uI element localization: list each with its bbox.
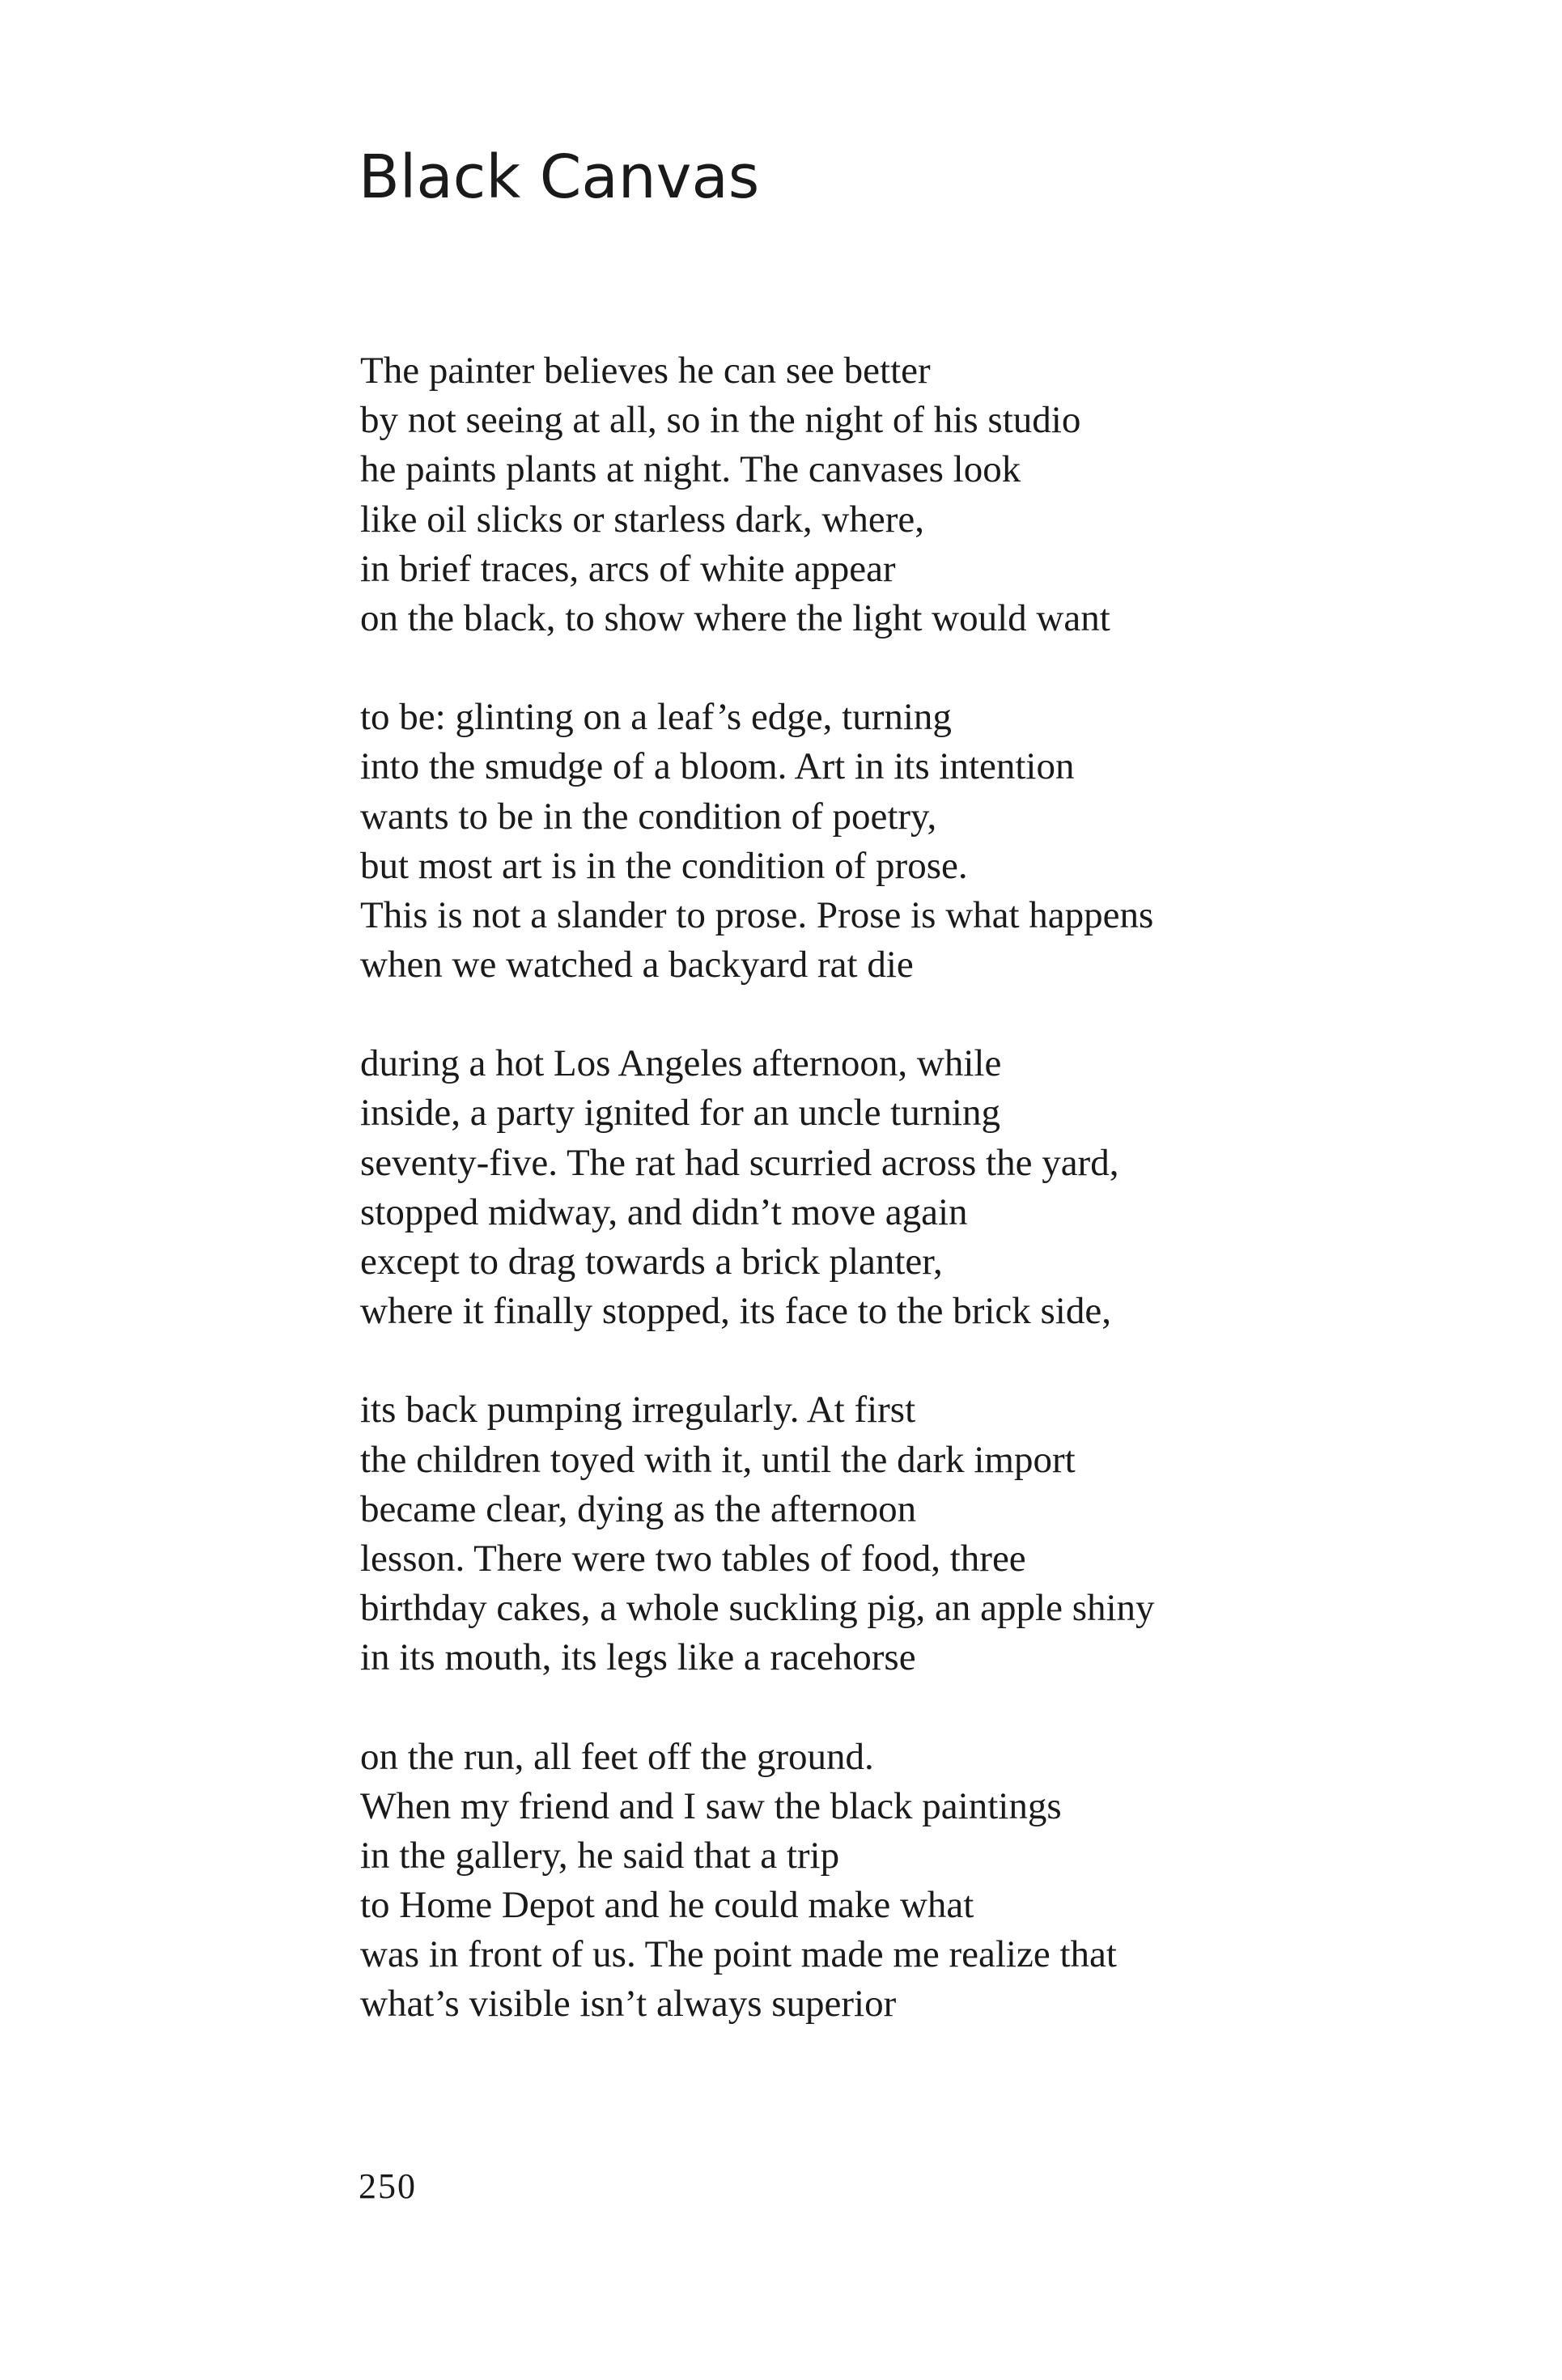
poem-line: was in front of us. The point made me realize that <box>360 1933 1117 1976</box>
poem-line: stopped midway, and didn’t move again <box>360 1190 968 1233</box>
poem-line: When my friend and I saw the black paintings <box>360 1784 1062 1827</box>
poem-body <box>360 346 1412 2079</box>
poem-line: like oil slicks or starless dark, where, <box>360 498 924 541</box>
poem-line: The painter believes he can see better <box>360 350 931 392</box>
poem-line: seventy-five. The rat had scurried across the yard, <box>360 1141 1119 1184</box>
poem-line: on the run, all feet off the ground. <box>360 1735 874 1778</box>
poem-line: but most art is in the condition of prose. <box>360 844 968 887</box>
poem-line: where it finally stopped, its face to the brick side, <box>360 1290 1111 1333</box>
poem-line: became clear, dying as the afternoon <box>360 1487 917 1530</box>
poem-line: in its mouth, its legs like a racehorse <box>360 1636 916 1679</box>
poem-line: its back pumping irregularly. At first <box>360 1389 916 1432</box>
stanza-3 <box>360 1039 1412 1336</box>
poem-line: lesson. There were two tables of food, three <box>360 1537 1026 1580</box>
stanza-5 <box>360 1733 1412 2030</box>
stanza-4 <box>360 1385 1412 1682</box>
poem-line: during a hot Los Angeles afternoon, while <box>360 1042 1002 1085</box>
stanza-2 <box>360 693 1412 990</box>
poem-line: on the black, to show where the light would want <box>360 596 1110 639</box>
poem-line: in brief traces, arcs of white appear <box>360 547 896 590</box>
poem-line: what’s visible isn’t always superior <box>360 1983 897 2026</box>
poem-line: by not seeing at all, so in the night of his studio <box>360 399 1081 442</box>
poem-line: into the smudge of a bloom. Art in its intention <box>360 745 1075 788</box>
poem-line: the children toyed with it, until the dark import <box>360 1438 1076 1481</box>
poem-line: in the gallery, he said that a trip <box>360 1834 840 1877</box>
poem-line: he paints plants at night. The canvases look <box>360 448 1021 491</box>
page-number: 250 <box>359 2166 417 2206</box>
stanza-1 <box>360 346 1412 643</box>
poem-line: inside, a party ignited for an uncle turning <box>360 1092 1000 1135</box>
poem-line: to be: glinting on a leaf’s edge, turning <box>360 696 952 739</box>
poem-line: This is not a slander to prose. Prose is what happens <box>360 893 1154 936</box>
poem-line: birthday cakes, a whole suckling pig, an apple shiny <box>360 1587 1155 1630</box>
poem-line: when we watched a backyard rat die <box>360 944 914 986</box>
poem-line: to Home Depot and he could make what <box>360 1884 974 1927</box>
poem-title: Black Canvas <box>359 142 760 212</box>
poem-line: wants to be in the condition of poetry, <box>360 795 937 838</box>
poem-line: except to drag towards a brick planter, <box>360 1241 943 1283</box>
